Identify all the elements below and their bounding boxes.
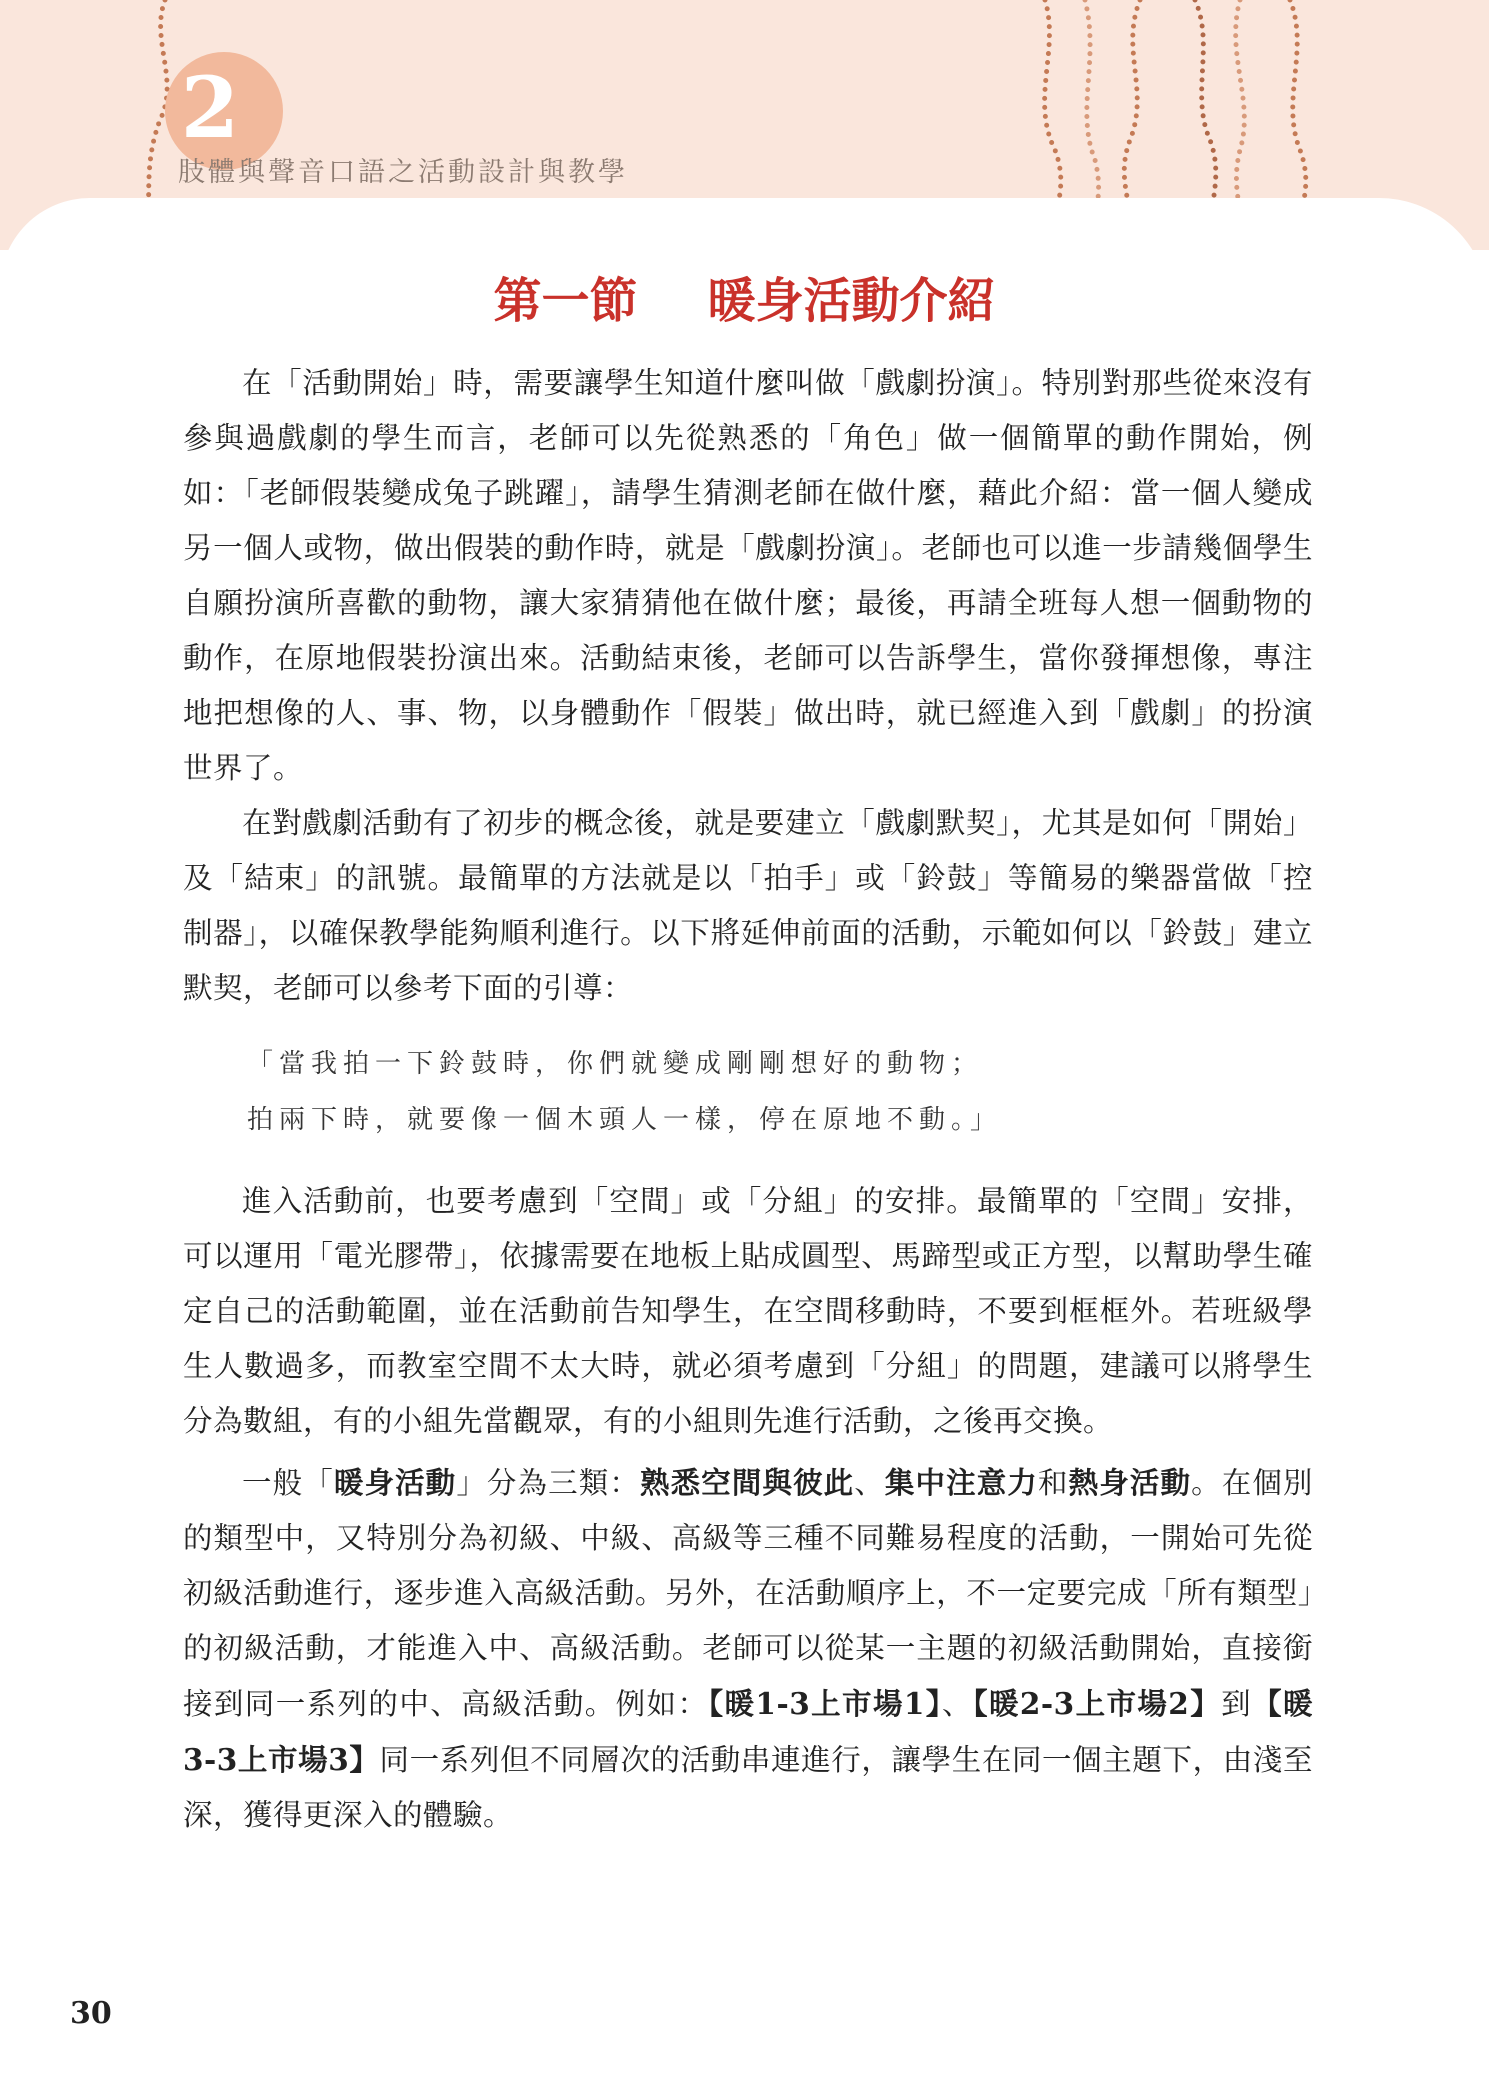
text-run: 。在個別的類型中，又特別分為初級、中級、高級等三種不同難易程度的活動，一開始可先從初級活動進行，逐步進入高級活動。另外，在活動順序上，不一定要完成「所有類型」的初級活動，才能進入中、高級活動。老師可以從某一主題的初級活動開始，直接銜接到同一系列的中、高級活動。例如： [183,1466,1313,1721]
dotted-line [1290,0,1306,230]
bold-term: 熱身活動 [1068,1465,1192,1500]
chapter-number: 2 [180,58,240,157]
page-number: 30 [70,1996,112,2031]
text-run: 到 [1221,1687,1253,1721]
bold-term: 集中注意力 [884,1465,1038,1500]
paragraph: 在「活動開始」時，需要讓學生知道什麼叫做「戲劇扮演」。特別對那些從來沒有參與過戲劇的學生而言，老師可以先從熟悉的「角色」做一個簡單的動作開始，例如：「老師假裝變成兔子跳躍」，請學生猜測老師在做什麼，藉此介紹：當一個人變成另一個人或物，做出假裝的動作時，就是「戲劇扮演」。老師也可以進一步請幾個學生自願扮演所喜歡的動物，讓大家猜猜他在做什麼；最後，再請全班每人想一個動物的動作，在原地假裝扮演出來。活動結束後，老師可以告訴學生，當你發揮想像，專注地把想像的人、事、物，以身體動作「假裝」做出時，就已經進入到「戲劇」的扮演世界了。 [183,366,1313,785]
quote-line: 拍兩下時，就要像一個木頭人一樣，停在原地不動。」 [247,1105,1003,1135]
dotted-line [1236,0,1245,230]
text-run: 、 [941,1687,973,1721]
activity-reference: 【暖2-3上市場2】 [972,1686,1222,1721]
text-run: 、 [854,1466,885,1500]
text-run: 一般「 [242,1466,334,1500]
text-run: 同一系列但不同層次的活動串連進行，讓學生在同一個主題下，由淺至深，獲得更深入的體驗。 [183,1743,1313,1832]
section-label: 第一節 [493,273,638,329]
section-heading: 暖身活動介紹 [707,273,996,329]
guide-quote [183,1036,1313,1148]
activity-reference: 【暖3-3上市場3】 [183,1686,1313,1777]
paragraph [183,1455,1313,1843]
paragraph: 在對戲劇活動有了初步的概念後，就是要建立「戲劇默契」，尤其是如何「開始」及「結束」的訊號。最簡單的方法就是以「拍手」或「鈴鼓」等簡易的樂器當做「控制器」，以確保教學能夠順利進行。以下將延伸前面的活動，示範如何以「鈴鼓」建立默契，老師可以參考下面的引導： [183,806,1313,1005]
dotted-line [1195,0,1216,230]
paragraph: 進入活動前，也要考慮到「空間」或「分組」的安排。最簡單的「空間」安排，可以運用「電光膠帶」，依據需要在地板上貼成圓型、馬蹄型或正方型，以幫助學生確定自己的活動範圍，並在活動前告知學生，在空間移動時，不要到框框外。若班級學生人數過多，而教室空間不太大時，就必須考慮到「分組」的問題，建議可以將學生分為數組，有的小組先當觀眾，有的小組則先進行活動，之後再交換。 [183,1184,1313,1438]
dotted-line [1045,0,1061,230]
activity-reference: 【暖1-3上市場1】 [708,1686,942,1721]
quote-line: 「當我拍一下鈴鼓時，你們就變成剛剛想好的動物； [247,1049,984,1079]
bold-term: 熟悉空間與彼此 [640,1465,855,1500]
bold-term: 暖身活動 [333,1465,457,1500]
body-text [183,356,1313,1843]
dotted-line [1124,0,1140,230]
dotted-line [1085,0,1099,230]
text-run: 和 [1038,1466,1069,1500]
chapter-title: 肢體與聲音口語之活動設計與教學 [178,157,628,188]
section-title [0,262,1489,331]
text-run: 」分為三類： [456,1466,640,1500]
